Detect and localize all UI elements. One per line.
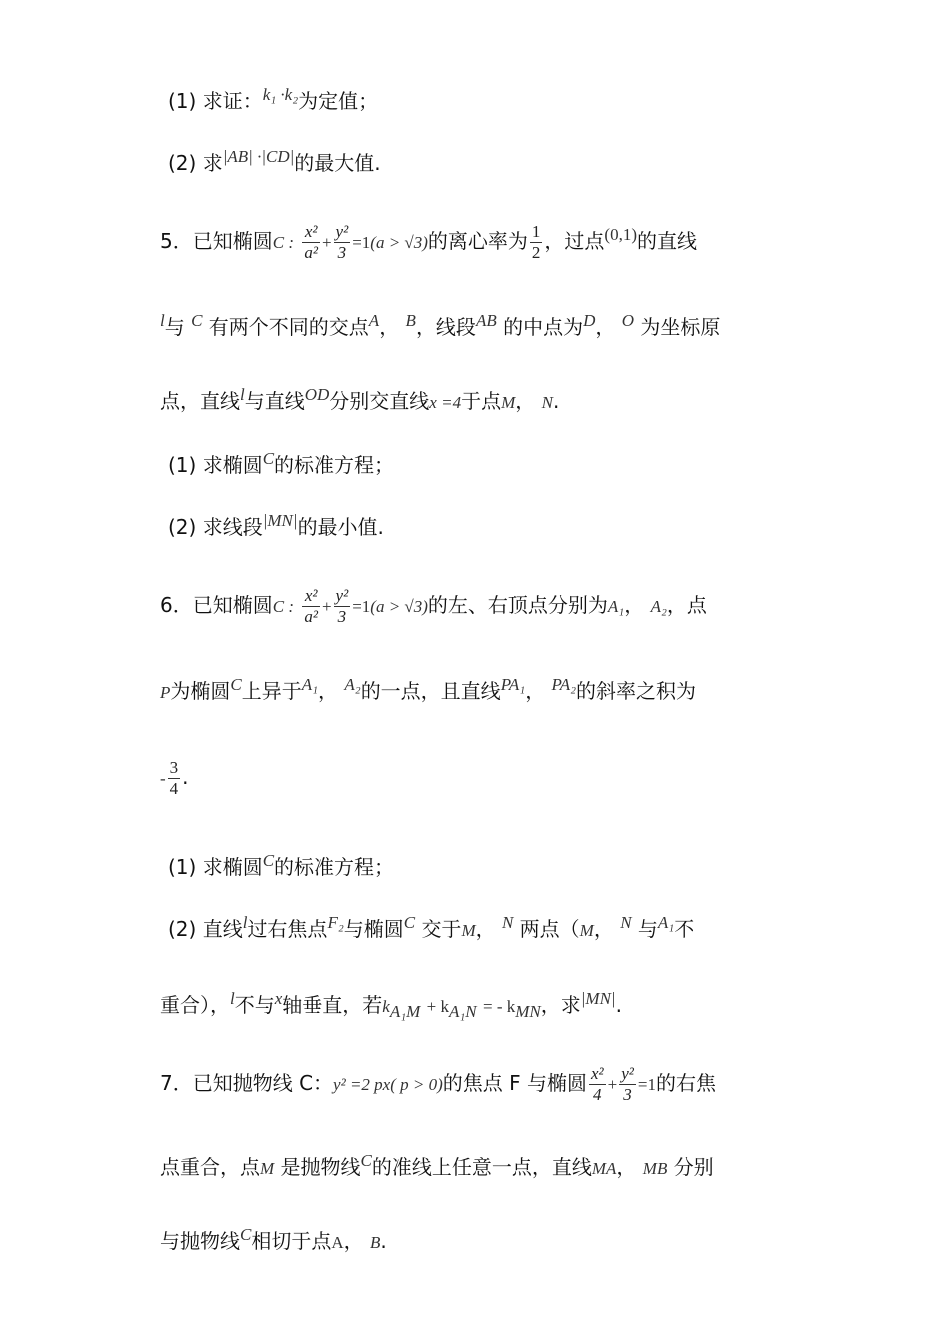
text: 重合）， [160, 993, 230, 1017]
math-expr: + [607, 1075, 618, 1094]
denominator: a² [304, 243, 318, 262]
math-expr: N [620, 913, 632, 932]
text: 与椭圆 [343, 917, 404, 941]
fraction [168, 758, 181, 799]
math-expr: x [274, 989, 283, 1008]
text: 为坐标原 [640, 315, 721, 339]
text: 不与 [234, 993, 275, 1017]
math-expr: A [331, 1233, 344, 1252]
math-expr: P [160, 683, 171, 702]
text: 为定值； [298, 89, 379, 113]
math-expr: =1 [352, 597, 371, 616]
q5-line3 [160, 386, 559, 418]
part-label: (1) [168, 453, 197, 477]
math-expr: B [405, 311, 416, 330]
math-subscript: A₁M [389, 1002, 421, 1021]
denominator: 3 [623, 1085, 632, 1104]
math-subscript: A₁N [449, 1002, 477, 1021]
text: 有两个不同的交点 [208, 315, 369, 339]
math-expr: C [191, 311, 203, 330]
text: 求 [202, 151, 223, 175]
math-expr: A₁ [657, 913, 675, 932]
text: 求椭圆 [202, 855, 263, 879]
q6-line1 [160, 586, 707, 627]
math-expr: l [230, 989, 235, 1008]
text: 直线 [202, 917, 243, 941]
text: . [380, 1229, 387, 1253]
math-expr: MA [591, 1159, 617, 1178]
math-expr: C : [272, 597, 294, 616]
math-expr: B [369, 1233, 381, 1252]
math-expr: C [262, 851, 275, 870]
text: 的斜率之积为 [576, 679, 697, 703]
q5-part1 [168, 450, 394, 482]
fraction [302, 222, 320, 263]
text: 的最小值. [297, 515, 384, 539]
fraction [619, 1064, 636, 1105]
numerator: y² [335, 222, 349, 241]
q6-part2-line1 [168, 914, 694, 946]
math-expr: C : [272, 233, 294, 252]
text: 与 [164, 315, 185, 339]
q4-part2 [168, 148, 381, 180]
text: ， [475, 917, 496, 941]
text: ， [595, 315, 616, 339]
numerator: x² [302, 586, 320, 607]
text: 与 [637, 917, 658, 941]
math-expr: + [321, 233, 332, 252]
text: 的最大值. [294, 151, 381, 175]
q5-line2 [160, 312, 720, 344]
text: ， [379, 315, 400, 339]
math-expr: OD [304, 385, 330, 404]
text: 轴垂直，若 [282, 993, 383, 1017]
math-expr: l [242, 913, 248, 932]
math-expr: C [262, 449, 275, 468]
q7-line2 [160, 1152, 714, 1184]
math-expr: MB [642, 1159, 668, 1178]
text: 为椭圆 [170, 679, 231, 703]
part-label: (1) [168, 855, 197, 879]
math-expr: A [368, 311, 380, 330]
question-number: 7．已知抛物线 C： [160, 1071, 334, 1095]
text: ，线段 [415, 315, 476, 339]
math-expr: M [501, 393, 516, 412]
text: 的准线上任意一点，直线 [371, 1155, 592, 1179]
text: 的一点，且直线 [360, 679, 501, 703]
math-expr: |AB| ·|CD| [222, 147, 295, 166]
text: 相切于点 [251, 1229, 332, 1253]
math-expr: PA₁ [500, 675, 526, 694]
math-expr: + k [426, 997, 449, 1016]
part-label: (2) [168, 917, 197, 941]
denominator: 4 [169, 779, 179, 798]
question-number: 5．已知椭圆 [160, 229, 273, 253]
q6-line3 [160, 758, 189, 799]
math-expr: O [621, 311, 634, 330]
math-expr: N [541, 393, 553, 412]
math-expr: D [583, 311, 596, 330]
math-expr: x =4 [429, 393, 462, 412]
q5-part2 [168, 512, 384, 544]
fraction [334, 222, 351, 263]
math-expr: C [240, 1225, 252, 1244]
text: 过右焦点 [247, 917, 328, 941]
text: ， [624, 593, 645, 617]
text: . [615, 993, 622, 1017]
text: ，过点 [544, 229, 605, 253]
numerator: x² [302, 222, 320, 243]
denominator: a² [304, 607, 318, 626]
text: 分别交直线 [329, 389, 430, 413]
text: 的左、右顶点分别为 [427, 593, 608, 617]
q4-part1 [168, 86, 378, 118]
math-expr: |MN| [262, 511, 298, 530]
part-label: (1) [168, 89, 197, 113]
math-expr: (0,1) [604, 225, 637, 244]
math-expr: N [501, 913, 514, 932]
text: 求证： [202, 89, 263, 113]
numerator: 1 [531, 222, 541, 241]
math-expr: AB [475, 311, 497, 330]
math-expr: A₁ [301, 675, 319, 694]
numerator: y² [621, 1064, 634, 1083]
text: 的离心率为 [427, 229, 528, 253]
q6-line2 [160, 676, 696, 708]
q6-part1 [168, 852, 394, 884]
text: 求线段 [202, 515, 263, 539]
text: ， [318, 679, 339, 703]
math-expr: A₂ [344, 675, 361, 694]
question-number: 6．已知椭圆 [160, 593, 273, 617]
text: 的直线 [637, 229, 697, 253]
denominator: 4 [593, 1085, 602, 1104]
math-expr: + [321, 597, 332, 616]
text: ，点 [666, 593, 707, 617]
q6-part2-line2 [160, 990, 622, 1027]
part-label: (2) [168, 515, 197, 539]
math-expr: M [260, 1159, 275, 1178]
text: 是抛物线 [280, 1155, 361, 1179]
math-expr: =1 [637, 1075, 656, 1094]
denominator: 3 [337, 607, 347, 626]
math-expr: |MN| [580, 989, 616, 1008]
fraction [302, 586, 320, 627]
text: ， [525, 679, 546, 703]
math-expr: M [579, 921, 594, 940]
text: 的标准方程； [274, 855, 395, 879]
math-expr: k₁ ·k₂ [262, 85, 299, 104]
text: 的焦点 F 与椭圆 [442, 1071, 587, 1095]
text: 不 [674, 917, 695, 941]
text: 交于 [421, 917, 462, 941]
text: 与直线 [244, 389, 305, 413]
text: 于点 [461, 389, 502, 413]
numerator: 3 [169, 758, 179, 777]
q7-line3 [160, 1226, 387, 1258]
text: . [182, 765, 189, 789]
text: 求椭圆 [202, 453, 263, 477]
math-expr: - [160, 769, 166, 788]
math-subscript: MN [515, 1002, 541, 1021]
text: 的右焦 [655, 1071, 716, 1095]
text: . [552, 389, 560, 413]
text: 与抛物线 [160, 1229, 240, 1253]
text: 点，直线 [160, 389, 240, 413]
math-expr: k [382, 997, 390, 1016]
denominator: 2 [531, 243, 541, 262]
math-expr: (a > √3) [370, 233, 428, 252]
math-expr: C [360, 1151, 372, 1170]
math-expr: l [240, 385, 245, 404]
text: 的中点为 [503, 315, 584, 339]
math-expr: M [461, 921, 476, 940]
text: 两点（ [519, 917, 580, 941]
q7-line1 [160, 1064, 716, 1105]
numerator: x² [590, 1064, 604, 1083]
math-expr: (a > √3) [370, 597, 428, 616]
math-expr: A₁ [607, 597, 625, 616]
q5-line1 [160, 222, 697, 263]
math-expr: F₂ [327, 913, 344, 932]
fraction [334, 586, 351, 627]
text: ，求 [540, 993, 581, 1017]
text: ， [593, 917, 614, 941]
math-expr: C [403, 913, 416, 932]
text: ， [616, 1155, 637, 1179]
fraction [589, 1064, 606, 1105]
math-expr: y² =2 px( p > 0) [333, 1075, 443, 1094]
text: 点重合，点 [160, 1155, 260, 1179]
text: ， [515, 389, 536, 413]
numerator: y² [335, 586, 349, 605]
math-expr: C [230, 675, 242, 694]
math-expr: l [160, 311, 165, 330]
math-expr: A₂ [650, 597, 667, 616]
math-expr: =1 [352, 233, 371, 252]
math-expr: PA₂ [551, 675, 577, 694]
math-expr: = - k [483, 997, 516, 1016]
fraction [530, 222, 543, 263]
part-label: (2) [168, 151, 197, 175]
text: 的标准方程； [274, 453, 395, 477]
text: 上异于 [241, 679, 302, 703]
denominator: 3 [337, 243, 347, 262]
text: 分别 [673, 1155, 714, 1179]
text: ， [343, 1229, 364, 1253]
